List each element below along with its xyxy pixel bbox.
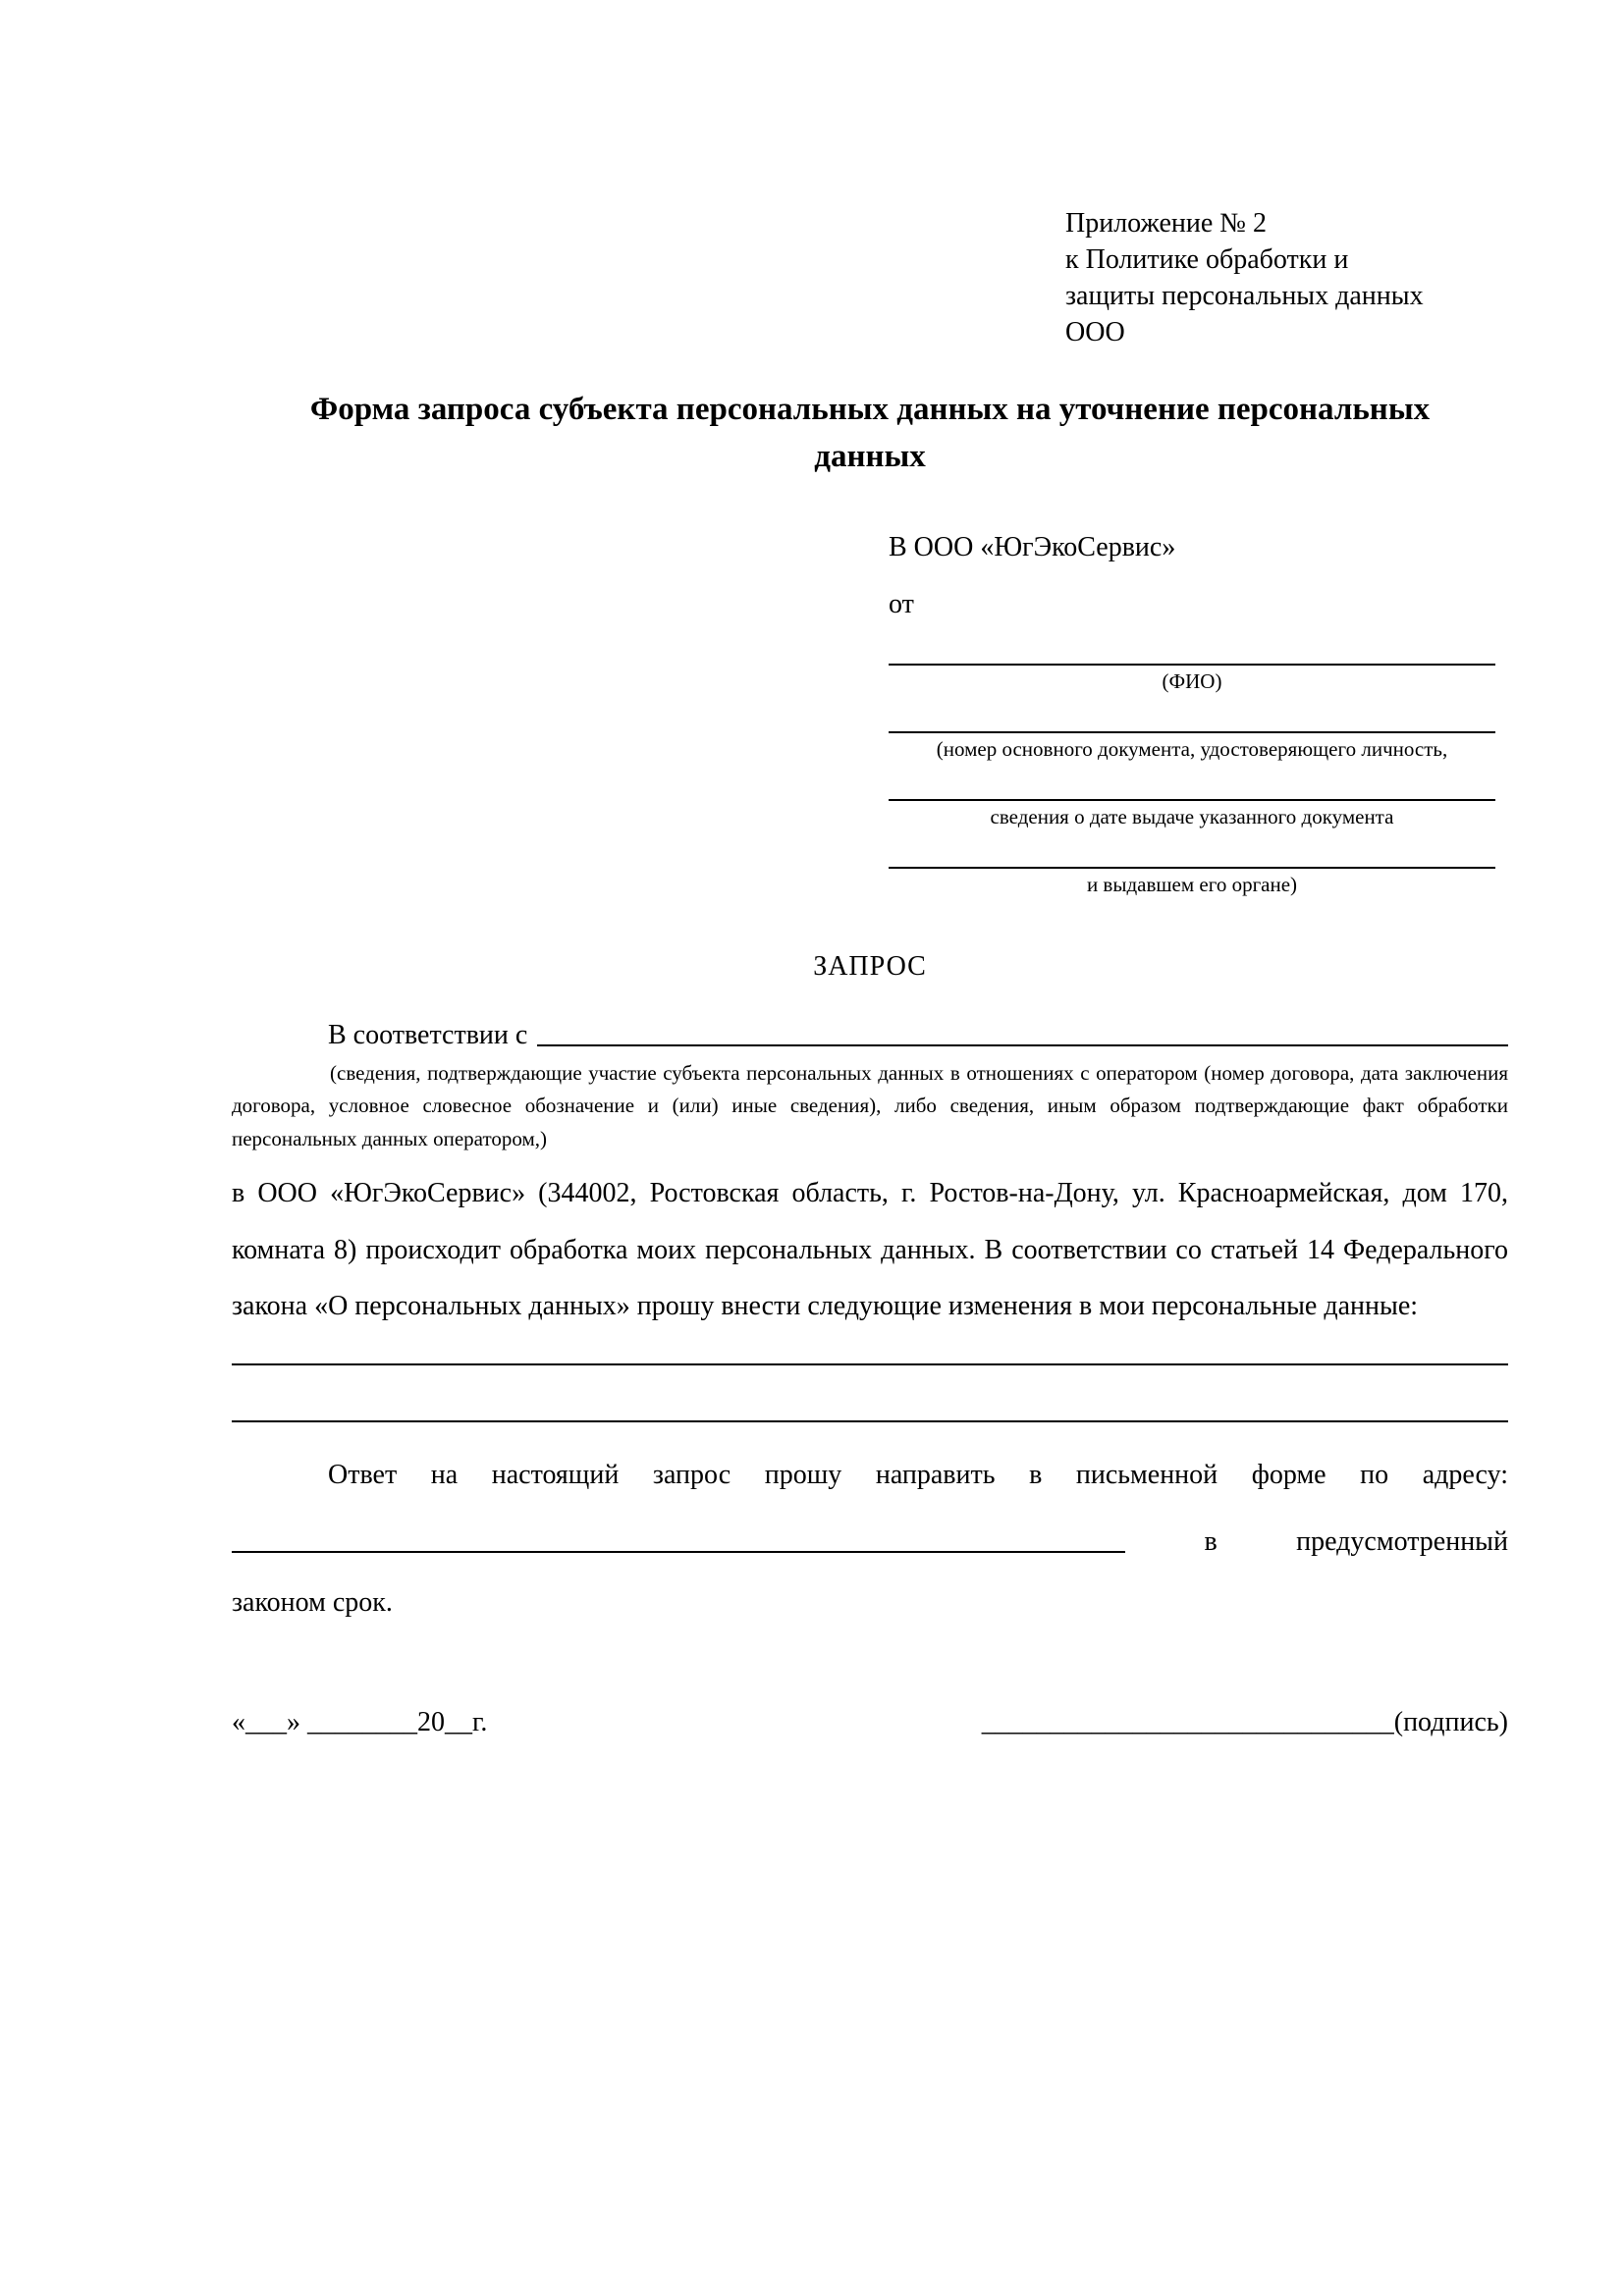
lead-in-label: В соответствии с <box>328 1019 528 1050</box>
addressee-organization: В ООО «ЮгЭкоСервис» <box>889 531 1176 562</box>
fio-caption: (ФИО) <box>1162 668 1222 693</box>
addressee-from-label: от <box>889 588 914 619</box>
document-number-blank-line <box>889 694 1495 733</box>
answer-line-1: Ответ на настоящий запрос прошу направить в письменной форме по адресу: <box>328 1460 1508 1491</box>
lead-in-row <box>232 1020 1508 1051</box>
lead-in-blank-line <box>537 1020 1508 1046</box>
changes-blank-line-2 <box>232 1420 1508 1422</box>
annex-line: Приложение № 2 <box>1065 208 1267 239</box>
annex-reference <box>1065 206 1508 351</box>
issue-date-blank-line <box>889 762 1495 801</box>
fio-blank-line <box>889 620 1495 666</box>
signature-blank-line: ______________________________ <box>981 1707 1394 1738</box>
signature-caption: (подпись) <box>1393 1707 1508 1738</box>
addressee-block <box>889 532 1495 898</box>
issue-date-caption: сведения о дате выдаче указанного документа <box>990 805 1394 828</box>
answer-line-2 <box>232 1526 1508 1558</box>
issuing-authority-caption: и выдавшем его органе) <box>1086 873 1298 897</box>
issuing-authority-field <box>889 829 1495 897</box>
body-paragraph: в ООО «ЮгЭкоСервис» (344002, Ростовская область, г. Ростов-на-Дону, ул. Красноармейская, дом 170, комната 8) происходит обработка моих персональных данных. В соответствии со статьей 14 Федерального закона «О персональных данных» прошу внести следующие изменения в мои персональные данные: <box>232 1178 1508 1322</box>
date-blank: «___» ________20__г. <box>232 1707 488 1738</box>
document-title: Форма запроса субъекта персональных данных на уточнение персональных данных <box>309 391 1431 474</box>
footer-row <box>232 1707 1508 1738</box>
issuing-authority-blank-line <box>889 829 1495 869</box>
answer-word-predusmotrenny: предусмотренный <box>1296 1526 1508 1558</box>
fio-field <box>889 620 1495 694</box>
answer-paragraph <box>232 1460 1508 1619</box>
signature-area <box>982 1707 1508 1738</box>
address-blank-line <box>232 1551 1125 1553</box>
annex-line: защиты персональных данных <box>1065 280 1424 311</box>
issue-date-field <box>889 762 1495 829</box>
changes-blank-line-1 <box>232 1363 1508 1365</box>
answer-word-v: в <box>1204 1526 1218 1558</box>
lead-in-caption: (сведения, подтверждающие участие субъекта персональных данных в отношениях с оператором (номер договора, дата заключения договора, условное словесное обозначение и (или) иные сведения), либо сведения, иным образом подтверждающие факт обработки персональных данных оператором,) <box>232 1060 1508 1150</box>
document-number-field <box>889 694 1495 762</box>
annex-line: к Политике обработки и <box>1065 243 1349 275</box>
document-number-caption: (номер основного документа, удостоверяющего личность, <box>936 736 1448 761</box>
request-heading: ЗАПРОС <box>813 950 927 982</box>
annex-line: ООО <box>1065 316 1125 347</box>
answer-line-3: законом срок. <box>232 1587 393 1619</box>
